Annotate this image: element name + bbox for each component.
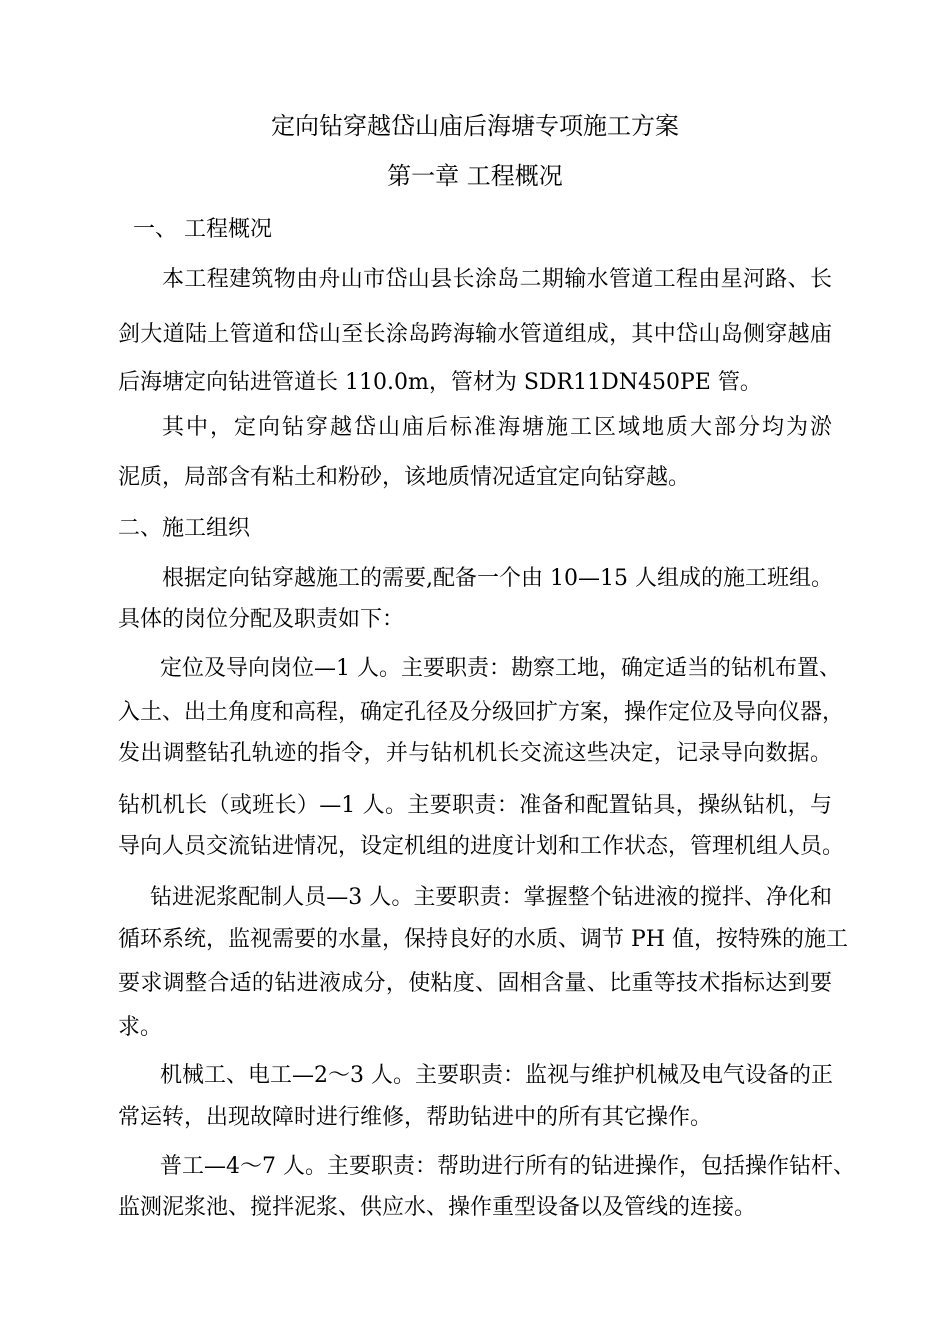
paragraph-line: 具体的岗位分配及职责如下： [118, 607, 405, 632]
paragraph-line: 钻进泥浆配制人员—3 人。主要职责：掌握整个钻进液的搅拌、净化和 [150, 885, 832, 910]
paragraph-line: 钻机机长（或班长）—1 人。主要职责：准备和配置钻具，操纵钻机，与 [118, 793, 832, 818]
paragraph-line: 常运转，出现故障时进行维修，帮助钻进中的所有其它操作。 [118, 1105, 713, 1130]
document-title: 定向钻穿越岱山庙后海塘专项施工方案 [271, 112, 679, 140]
paragraph-line: 剑大道陆上管道和岱山至长涂岛跨海输水管道组成，其中岱山岛侧穿越庙 [118, 322, 832, 347]
paragraph-line: 导向人员交流钻进情况，设定机组的进度计划和工作状态，管理机组人员。 [118, 834, 845, 859]
paragraph-line: 泥质，局部含有粘土和粉砂，该地质情况适宜定向钻穿越。 [118, 465, 691, 490]
paragraph-line: 定位及导向岗位—1 人。主要职责：勘察工地，确定适当的钻机布置、 [160, 656, 841, 681]
paragraph-line: 入土、出土角度和高程，确定孔径及分级回扩方案，操作定位及导向仪器， [118, 700, 845, 725]
paragraph-line: 求。 [118, 1015, 163, 1040]
paragraph-line: 后海塘定向钻进管道长 110.0m，管材为 SDR11DN450PE 管。 [118, 370, 762, 395]
section-heading-1: 一、 工程概况 [133, 217, 272, 242]
paragraph-line: 监测泥浆池、搅拌泥浆、供应水、操作重型设备以及管线的连接。 [118, 1195, 757, 1220]
paragraph-line: 根据定向钻穿越施工的需要,配备一个由 10—15 人组成的施工班组。 [162, 566, 833, 591]
paragraph-line: 要求调整合适的钻进液成分，使粘度、固相含量、比重等技术指标达到要 [118, 971, 832, 996]
paragraph-line: 发出调整钻孔轨迹的指令，并与钻机机长交流这些决定，记录导向数据。 [118, 741, 832, 766]
section-heading-2: 二、施工组织 [118, 516, 251, 541]
paragraph-line: 普工—4～7 人。主要职责：帮助进行所有的钻进操作，包括操作钻杆、 [160, 1154, 855, 1179]
chapter-heading: 第一章 工程概况 [387, 162, 563, 190]
paragraph-line: 其中，定向钻穿越岱山庙后标准海塘施工区域地质大部分均为淤 [162, 415, 832, 440]
paragraph-line: 机械工、电工—2～3 人。主要职责：监视与维护机械及电气设备的正 [160, 1063, 833, 1088]
paragraph-line: 本工程建筑物由舟山市岱山县长涂岛二期输水管道工程由星河路、长 [162, 267, 832, 292]
paragraph-line: 循环系统，监视需要的水量，保持良好的水质、调节 PH 值，按特殊的施工 [118, 927, 848, 952]
